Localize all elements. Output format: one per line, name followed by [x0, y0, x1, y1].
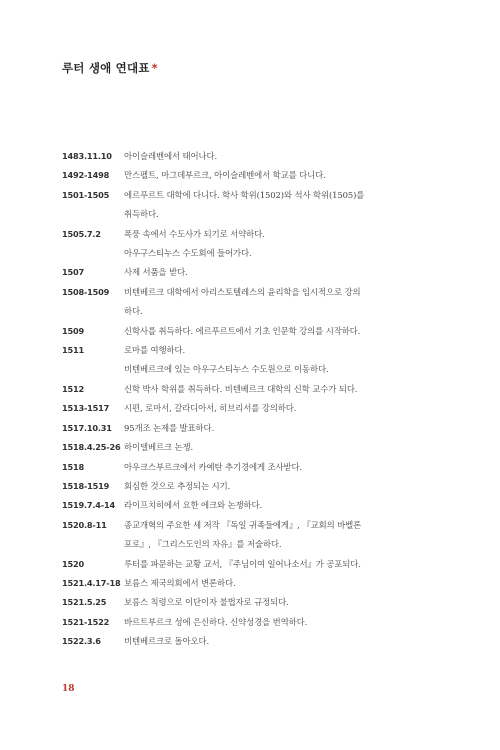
- timeline-date: 1492-1498: [62, 170, 110, 181]
- timeline-row: [62, 263, 442, 282]
- timeline-text: 비텐베르크로 돌아오다.: [124, 636, 210, 647]
- timeline-date: 1521.5.25: [62, 597, 107, 608]
- timeline-text: 에르푸르트 대학에 다니다. 학사 학위(1502)와 석사 학위(1505)를: [124, 189, 365, 200]
- timeline-row: [62, 438, 442, 457]
- timeline-text: 사제 서품을 받다.: [124, 267, 188, 278]
- timeline-row: [62, 399, 442, 418]
- timeline-text: 비텐베르크 대학에서 아리스토텔레스의 윤리학을 임시적으로 강의: [124, 286, 361, 297]
- timeline-row: [62, 419, 442, 438]
- timeline-list: [62, 147, 442, 652]
- timeline-date: 1517.10.31: [62, 422, 112, 433]
- timeline-text: 종교개혁의 주요한 세 저작 『독일 귀족들에게』, 『교회의 바벨론: [124, 519, 362, 530]
- timeline-row: [62, 496, 442, 515]
- timeline-row: [62, 147, 442, 166]
- timeline-row: [62, 574, 442, 593]
- timeline-row: [62, 225, 442, 244]
- timeline-date: 1518-1519: [62, 480, 110, 491]
- timeline-date: 1507: [62, 267, 84, 278]
- timeline-date: 1509: [62, 325, 84, 336]
- timeline-row: [62, 477, 442, 496]
- timeline-date: 1512: [62, 383, 84, 394]
- timeline-date: 1521.4.17-18: [62, 577, 121, 588]
- timeline-row: [62, 166, 442, 185]
- page-title: [62, 60, 158, 76]
- footnote-mark: *: [151, 61, 158, 75]
- timeline-text: 아이슬레벤에서 태어나다.: [124, 151, 218, 161]
- timeline-date: 1519.7.4-14: [62, 500, 115, 511]
- timeline-row: [62, 535, 442, 554]
- timeline-text: 아우크스부르크에서 카예탄 추기경에게 조사받다.: [124, 461, 303, 472]
- timeline-text: 비텐베르크에 있는 아우구스티누스 수도원으로 이동하다.: [124, 364, 329, 375]
- timeline-text: 루터를 파문하는 교황 교서, 『주님이여 일어나소서』가 공포되다.: [124, 558, 361, 569]
- timeline-text: 아우구스티누스 수도회에 들어가다.: [124, 248, 252, 259]
- timeline-row: [62, 555, 442, 574]
- timeline-row: [62, 632, 442, 651]
- timeline-row: [62, 341, 442, 360]
- timeline-date: 1521-1522: [62, 616, 110, 627]
- timeline-row: [62, 205, 442, 224]
- timeline-text: 시편, 로마서, 갈라디아서, 히브리서를 강의하다.: [124, 403, 297, 414]
- timeline-text: 보름스 제국의회에서 변론하다.: [124, 577, 236, 588]
- timeline-text: 보름스 칙령으로 이단이자 불법자로 규정되다.: [124, 597, 289, 608]
- timeline-text: 하이델베르크 논쟁.: [124, 442, 194, 453]
- timeline-text: 취득하다.: [124, 209, 159, 220]
- timeline-row: [62, 458, 442, 477]
- timeline-row: [62, 283, 442, 302]
- timeline-text: 신학사를 취득하다. 에르푸르트에서 기초 인문학 강의를 시작하다.: [124, 325, 361, 336]
- timeline-text: 라이프치히에서 요한 에크와 논쟁하다.: [124, 500, 263, 511]
- timeline-row: [62, 322, 442, 341]
- timeline-row: [62, 380, 442, 399]
- timeline-date: 1483.11.10: [62, 151, 112, 161]
- timeline-date: 1520: [62, 558, 84, 569]
- timeline-text: 폭풍 속에서 수도사가 되기로 서약하다.: [124, 228, 265, 239]
- timeline-text: 만스펠트, 마그데부르크, 아이슬레벤에서 학교를 다니다.: [124, 170, 326, 181]
- timeline-text: 로마를 여행하다.: [124, 345, 186, 356]
- timeline-text: 신학 박사 학위를 취득하다. 비텐베르크 대학의 신학 교수가 되다.: [124, 383, 358, 394]
- timeline-date: 1518.4.25-26: [62, 442, 121, 453]
- timeline-row: [62, 516, 442, 535]
- timeline-text: 하다.: [124, 306, 143, 317]
- timeline-date: 1513-1517: [62, 403, 110, 414]
- timeline-date: 1522.3.6: [62, 636, 101, 647]
- title-text: 루터 생애 연대표: [62, 61, 150, 75]
- timeline-date: 1520.8-11: [62, 519, 107, 530]
- timeline-row: [62, 244, 442, 263]
- timeline-date: 1511: [62, 345, 84, 356]
- timeline-text: 95개조 논제를 발표하다.: [124, 422, 215, 433]
- timeline-date: 1501-1505: [62, 189, 110, 200]
- timeline-date: 1508-1509: [62, 286, 110, 297]
- timeline-row: [62, 302, 442, 321]
- page-number: 18: [62, 684, 75, 694]
- timeline-row: [62, 360, 442, 379]
- timeline-text: 회심한 것으로 추정되는 시기.: [124, 480, 231, 491]
- timeline-text: 바르트부르크 성에 은신하다. 신약성경을 번역하다.: [124, 616, 308, 627]
- timeline-row: [62, 186, 442, 205]
- timeline-row: [62, 613, 442, 632]
- timeline-date: 1518: [62, 461, 84, 472]
- timeline-text: 포로』, 『그리스도인의 자유』를 저술하다.: [124, 539, 282, 550]
- timeline-date: 1505.7.2: [62, 228, 101, 239]
- timeline-row: [62, 593, 442, 612]
